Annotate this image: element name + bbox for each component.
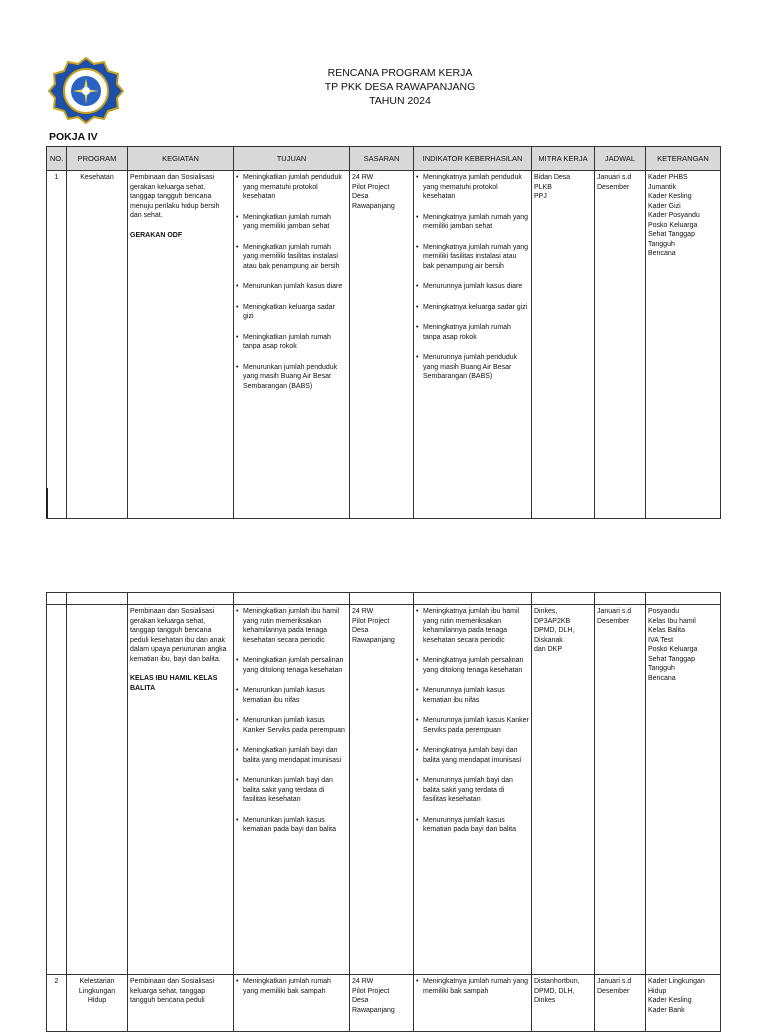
mitra-text: Distanhortbun, DPMD, DLH, Dinkes bbox=[534, 978, 580, 1004]
cell-indikator bbox=[414, 975, 532, 1032]
cell-tujuan bbox=[234, 171, 350, 519]
cell-jadwal bbox=[595, 605, 646, 975]
bullet-item: • Meningkatkan jumlah penduduk yang mematuhi protokol kesehatan bbox=[236, 173, 347, 202]
bullet-item: • Meningkatkan keluarga sadar gizi bbox=[236, 303, 347, 322]
table-row-spacer bbox=[47, 593, 721, 605]
bullet-list bbox=[236, 173, 347, 391]
bullet-item: • Menurunkan jumlah bayi dan balita sakit yang terdata di fasilitas kesehatan bbox=[236, 776, 347, 805]
bullet-item: • Menurunnya jumlah kasus kematian ibu nifas bbox=[416, 686, 529, 705]
bullet-item: • Meningkatnya jumlah ibu hamil yang rutin memeriksakan kehamilannya pada tenaga kesehatan secara periodic bbox=[416, 607, 529, 645]
bullet-item: • Menurunkan jumlah penduduk yang masih Buang Air Besar Sembarangan (BABS) bbox=[236, 363, 347, 392]
bullet-item: • Meningkatnya jumlah rumah yang memiliki fasilitas instalasi atau bak penampung air bersih bbox=[416, 243, 529, 272]
bullet-item: • Menurunkan jumlah kasus kematian ibu nifas bbox=[236, 686, 347, 705]
table-row bbox=[47, 975, 721, 1032]
cell-mitra bbox=[532, 975, 595, 1032]
cell-jadwal bbox=[595, 975, 646, 1032]
bullet-item: • Meningkatnya jumlah rumah yang memiliki bak sampah bbox=[416, 977, 529, 996]
jadwal-text: Januari s.d Desember bbox=[597, 174, 632, 191]
kegiatan-bold: GERAKAN ODF bbox=[130, 231, 183, 239]
cell-program: Kesehatan bbox=[67, 171, 128, 519]
page-edge-marker bbox=[46, 488, 48, 518]
table-row bbox=[47, 171, 721, 519]
keterangan-text: Posyandu Kelas Ibu hamil Kelas Balita IVA Test Posko Keluarga Sehat Tanggap Tangguh Bencana bbox=[648, 608, 698, 682]
cell-mitra bbox=[532, 605, 595, 975]
cell-sasaran bbox=[350, 605, 414, 975]
bullet-list bbox=[416, 977, 529, 996]
mitra-text: Bidan Desa PLKB PPJ bbox=[534, 174, 571, 200]
program-table-page1 bbox=[46, 146, 721, 519]
cell-kegiatan bbox=[128, 975, 234, 1032]
bullet-item: • Meningkatkan jumlah ibu hamil yang rutin memeriksakan kehamilannya pada tenaga kesehatan secara periodic bbox=[236, 607, 347, 645]
bullet-item: • Menurunnya jumlah kasus kematian pada bayi dan balita bbox=[416, 816, 529, 835]
bullet-item: • Menurunkan jumlah kasus Kanker Serviks pada perempuan bbox=[236, 716, 347, 735]
cell-program: Kelestarian Lingkungan Hidup bbox=[67, 975, 128, 1032]
document-title bbox=[250, 66, 550, 108]
pkk-logo bbox=[48, 56, 124, 124]
bullet-item: • Meningkatkan jumlah rumah yang memiliki jamban sehat bbox=[236, 213, 347, 232]
cell-no: 1 bbox=[47, 171, 67, 519]
sasaran-text: 24 RW Pilot Project Desa Rawapanjang bbox=[352, 608, 395, 644]
bullet-item: • Meningkatkan jumlah rumah yang memiliki bak sampah bbox=[236, 977, 347, 996]
cell-keterangan bbox=[646, 171, 721, 519]
col-header-sasaran: SASARAN bbox=[350, 147, 414, 171]
table-row bbox=[47, 605, 721, 975]
cell-jadwal bbox=[595, 171, 646, 519]
bullet-item: • Meningkatkan jumlah rumah tanpa asap rokok bbox=[236, 333, 347, 352]
jadwal-text: Januari s.d Desember bbox=[597, 608, 632, 625]
kegiatan-text: Pembinaan dan Sosialisasi gerakan keluarga sehat, tanggap tangguh bencana peduli kesehatan ibu dan anak dalam upaya penurunan angka kematian ibu, bayi dan balita. bbox=[130, 608, 227, 663]
program-table-page2 bbox=[46, 592, 721, 1032]
bullet-item: • Meningkatkan jumlah bayi dan balita yang mendapat imunisasi bbox=[236, 746, 347, 765]
cell-mitra bbox=[532, 171, 595, 519]
bullet-item: • Menurunkan jumlah kasus kematian pada bayi dan balita bbox=[236, 816, 347, 835]
cell-keterangan bbox=[646, 975, 721, 1032]
bullet-item: • Meningkatnya keluarga sadar gizi bbox=[416, 303, 529, 313]
cell-tujuan bbox=[234, 605, 350, 975]
jadwal-text: Januari s.d Desember bbox=[597, 978, 632, 995]
bullet-list bbox=[416, 173, 529, 382]
sasaran-text: 24 RW Pilot Project Desa Rawapanjang bbox=[352, 978, 395, 1014]
col-header-keterangan: KETERANGAN bbox=[646, 147, 721, 171]
col-header-mitra: MITRA KERJA bbox=[532, 147, 595, 171]
bullet-item: • Meningkatnya jumlah rumah yang memiliki jamban sehat bbox=[416, 213, 529, 232]
col-header-tujuan: TUJUAN bbox=[234, 147, 350, 171]
keterangan-text: Kader PHBS Jumantik Kader Kesling Kader Gizi Kader Posyandu Posko Keluarga Sehat Tanggap Tangguh Bencana bbox=[648, 174, 700, 257]
cell-no bbox=[47, 605, 67, 975]
cell-sasaran bbox=[350, 171, 414, 519]
cell-program bbox=[67, 605, 128, 975]
mitra-text: Dinkes, DP3AP2KB DPMD, DLH, Diskanak dan DKP bbox=[534, 608, 575, 653]
bullet-item: • Meningkatkan jumlah rumah yang memiliki fasilitas instalasi atau bak penampung air bersih bbox=[236, 243, 347, 272]
bullet-item: • Menurunnya jumlah kasus Kanker Serviks pada perempuan bbox=[416, 716, 529, 735]
cell-indikator bbox=[414, 171, 532, 519]
section-label: POKJA IV bbox=[49, 131, 98, 143]
col-header-jadwal: JADWAL bbox=[595, 147, 646, 171]
bullet-item: • Meningkatkan jumlah persalinan yang ditolong tenaga kesehatan bbox=[236, 656, 347, 675]
cell-tujuan bbox=[234, 975, 350, 1032]
bullet-list bbox=[236, 607, 347, 835]
keterangan-text: Kader Lingkungan Hidup Kader Kesling Kader Bank bbox=[648, 978, 705, 1014]
title-line-1: RENCANA PROGRAM KERJA bbox=[327, 67, 473, 79]
col-header-program: PROGRAM bbox=[67, 147, 128, 171]
bullet-item: • Menurunnya jumlah penduduk yang masih Buang Air Besar Sembarangan (BABS) bbox=[416, 353, 529, 382]
bullet-item: • Meningkatnya jumlah persalinan yang ditolong tenaga kesehatan bbox=[416, 656, 529, 675]
kegiatan-text: Pembinaan dan Sosialisasi gerakan keluarga sehat, tanggap tangguh bencana menuju perilaku hidup bersih dan sehat. bbox=[130, 174, 220, 219]
cell-indikator bbox=[414, 605, 532, 975]
bullet-item: • Meningkatnya jumlah penduduk yang mematuhi protokol kesehatan bbox=[416, 173, 529, 202]
bullet-item: • Menurunkan jumlah kasus diare bbox=[236, 282, 347, 292]
bullet-list bbox=[236, 977, 347, 996]
bullet-item: • Menurunnya jumlah bayi dan balita sakit yang terdata di fasilitas kesehatan bbox=[416, 776, 529, 805]
col-header-no: NO. bbox=[47, 147, 67, 171]
bullet-list bbox=[416, 607, 529, 835]
cell-no: 2 bbox=[47, 975, 67, 1032]
title-line-3: TAHUN 2024 bbox=[369, 95, 431, 107]
title-line-2: TP PKK DESA RAWAPANJANG bbox=[324, 81, 476, 93]
kegiatan-bold: KELAS IBU HAMIL KELAS BALITA bbox=[130, 675, 218, 692]
bullet-item: • Meningkatnya jumlah bayi dan balita yang mendapat imunisasi bbox=[416, 746, 529, 765]
cell-sasaran bbox=[350, 975, 414, 1032]
bullet-item: • Menurunnya jumlah kasus diare bbox=[416, 282, 529, 292]
col-header-kegiatan: KEGIATAN bbox=[128, 147, 234, 171]
kegiatan-text: Pembinaan dan Sosialisasi keluarga sehat, tanggap tangguh bencana peduli bbox=[130, 978, 215, 1004]
cell-kegiatan bbox=[128, 171, 234, 519]
cell-kegiatan bbox=[128, 605, 234, 975]
cell-keterangan bbox=[646, 605, 721, 975]
col-header-indikator: INDIKATOR KEBERHASILAN bbox=[414, 147, 532, 171]
bullet-item: • Meningkatnya jumlah rumah tanpa asap rokok bbox=[416, 323, 529, 342]
sasaran-text: 24 RW Pilot Project Desa Rawapanjang bbox=[352, 174, 395, 210]
